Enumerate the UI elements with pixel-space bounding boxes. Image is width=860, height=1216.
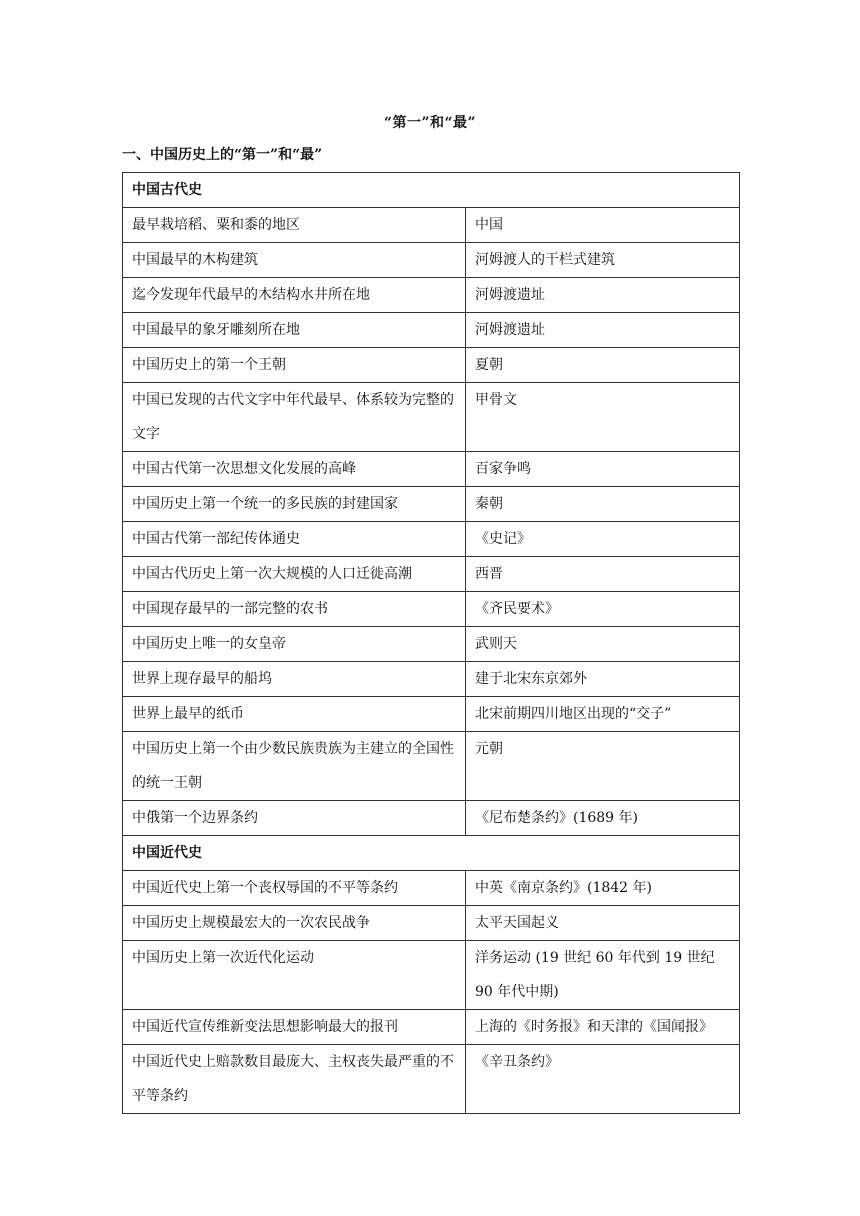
answer-cell: 建于北宋东京郊外 xyxy=(466,662,740,697)
item-cell: 中国历史上第一次近代化运动 xyxy=(123,941,466,1010)
category-row-modern xyxy=(123,836,740,871)
item-cell: 世界上现存最早的船坞 xyxy=(123,662,466,697)
item-cell: 中国现存最早的一部完整的农书 xyxy=(123,592,466,627)
table-row xyxy=(123,906,740,941)
item-cell: 中国历史上规模最宏大的一次农民战争 xyxy=(123,906,466,941)
answer-cell: 洋务运动 (19 世纪 60 年代到 19 世纪 90 年代中期) xyxy=(466,941,740,1010)
answer-cell: 秦朝 xyxy=(466,487,740,522)
table-row xyxy=(123,1010,740,1045)
item-cell: 中国近代史上赔款数目最庞大、主权丧失最严重的不平等条约 xyxy=(123,1045,466,1114)
answer-cell: 夏朝 xyxy=(466,348,740,383)
table-row xyxy=(123,662,740,697)
answer-cell: 《史记》 xyxy=(466,522,740,557)
answer-cell: 太平天国起义 xyxy=(466,906,740,941)
item-cell: 中国历史上的第一个王朝 xyxy=(123,348,466,383)
answer-cell: 上海的《时务报》和天津的《国闻报》 xyxy=(466,1010,740,1045)
table-row xyxy=(123,941,740,1010)
category-label-modern: 中国近代史 xyxy=(123,836,740,871)
facts-table-body xyxy=(123,173,740,1114)
section-heading: 一、中国历史上的“第一”和“最” xyxy=(122,147,323,163)
answer-cell: 武则天 xyxy=(466,627,740,662)
table-row xyxy=(123,1045,740,1114)
item-cell: 中国古代第一部纪传体通史 xyxy=(123,522,466,557)
table-row xyxy=(123,243,740,278)
answer-cell: 甲骨文 xyxy=(466,383,740,452)
item-cell: 中国最早的木构建筑 xyxy=(123,243,466,278)
table-row xyxy=(123,487,740,522)
item-cell: 中国近代宣传维新变法思想影响最大的报刊 xyxy=(123,1010,466,1045)
table-row xyxy=(123,871,740,906)
item-cell: 世界上最早的纸币 xyxy=(123,697,466,732)
answer-cell: 中英《南京条约》(1842 年) xyxy=(466,871,740,906)
item-cell: 中国历史上第一个由少数民族贵族为主建立的全国性的统一王朝 xyxy=(123,732,466,801)
category-label-ancient: 中国古代史 xyxy=(123,173,740,208)
answer-cell: 《辛丑条约》 xyxy=(466,1045,740,1114)
answer-cell: 《尼布楚条约》(1689 年) xyxy=(466,801,740,836)
answer-cell: 中国 xyxy=(466,208,740,243)
table-row xyxy=(123,557,740,592)
document-title: “第一”和“最” xyxy=(383,115,477,131)
answer-cell: 元朝 xyxy=(466,732,740,801)
answer-cell: 西晋 xyxy=(466,557,740,592)
item-cell: 中俄第一个边界条约 xyxy=(123,801,466,836)
answer-cell: 河姆渡遗址 xyxy=(466,278,740,313)
table-row xyxy=(123,592,740,627)
answer-cell: 北宋前期四川地区出现的“交子” xyxy=(466,697,740,732)
item-cell: 中国古代历史上第一次大规模的人口迁徙高潮 xyxy=(123,557,466,592)
table-row xyxy=(123,452,740,487)
item-cell: 中国近代史上第一个丧权辱国的不平等条约 xyxy=(123,871,466,906)
item-cell: 中国历史上第一个统一的多民族的封建国家 xyxy=(123,487,466,522)
item-cell: 中国历史上唯一的女皇帝 xyxy=(123,627,466,662)
answer-cell: 河姆渡人的干栏式建筑 xyxy=(466,243,740,278)
table-row xyxy=(123,522,740,557)
table-row xyxy=(123,732,740,801)
answer-cell: 《齐民要术》 xyxy=(466,592,740,627)
category-row-ancient xyxy=(123,173,740,208)
item-cell: 迄今发现年代最早的木结构水井所在地 xyxy=(123,278,466,313)
table-row xyxy=(123,627,740,662)
answer-cell: 河姆渡遗址 xyxy=(466,313,740,348)
table-row xyxy=(123,208,740,243)
table-row xyxy=(123,278,740,313)
table-row xyxy=(123,383,740,452)
table-row xyxy=(123,348,740,383)
item-cell: 中国已发现的古代文字中年代最早、体系较为完整的文字 xyxy=(123,383,466,452)
item-cell: 中国古代第一次思想文化发展的高峰 xyxy=(123,452,466,487)
table-row xyxy=(123,697,740,732)
item-cell: 中国最早的象牙雕刻所在地 xyxy=(123,313,466,348)
item-cell: 最早栽培稻、粟和黍的地区 xyxy=(123,208,466,243)
facts-table xyxy=(122,172,740,1114)
table-row xyxy=(123,801,740,836)
table-row xyxy=(123,313,740,348)
answer-cell: 百家争鸣 xyxy=(466,452,740,487)
